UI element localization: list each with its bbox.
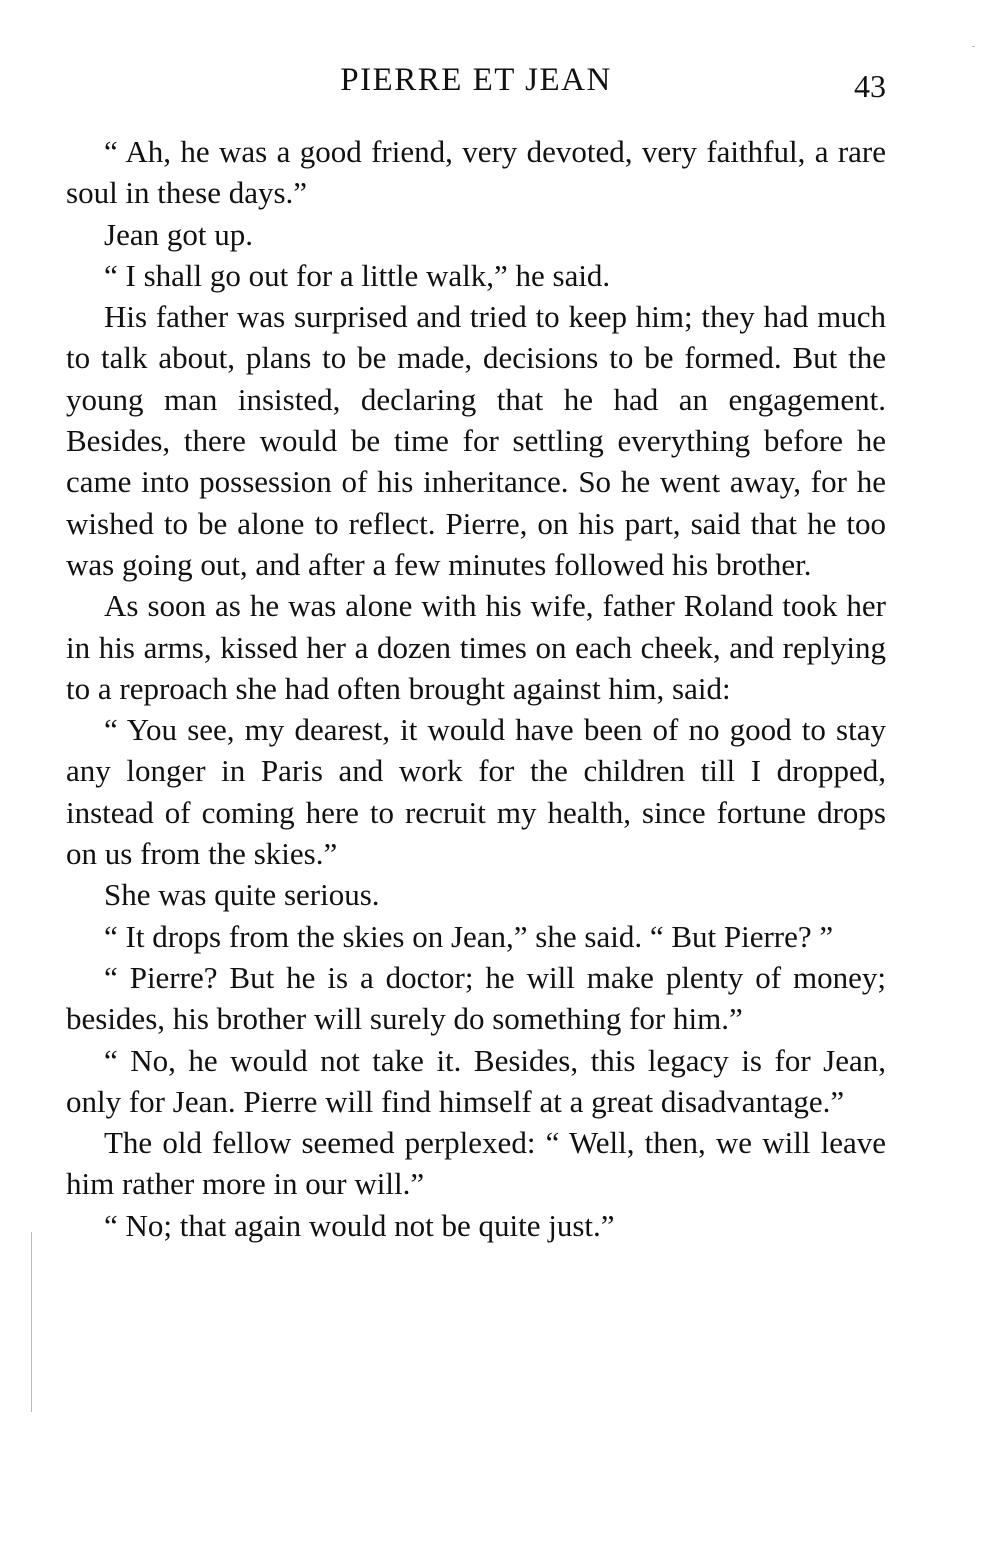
body-text (66, 131, 886, 1246)
paragraph: “ No, he would not take it. Besides, this legacy is for Jean, only for Jean. Pierre will find himself at a great disadvantage.” (66, 1042, 886, 1119)
page-number: 43 (854, 68, 886, 104)
paragraph: “ Pierre? But he is a doctor; he will make plenty of money; besides, his brother will surely do something for him.” (66, 959, 886, 1037)
paragraph: She was quite serious. (104, 877, 380, 913)
paragraph: “ I shall go out for a little walk,” he said. (104, 257, 611, 293)
paragraph: “ You see, my dearest, it would have been of no good to stay any longer in Paris and work for the children till I dropped, instead of coming here to recruit my health, since fortune drops on us from the skies.” (66, 712, 886, 872)
paragraph: “ No; that again would not be quite just.” (104, 1207, 615, 1243)
paragraph: “ It drops from the skies on Jean,” she said. “ But Pierre? ” (104, 918, 834, 954)
scan-edge-mark (31, 1232, 32, 1412)
paragraph: “ Ah, he was a good friend, very devoted, very faithful, a rare soul in these days.” (66, 134, 886, 211)
paragraph: The old fellow seemed perplexed: “ Well, then, we will leave him rather more in our will.” (66, 1125, 886, 1202)
scan-speck (972, 46, 975, 47)
running-head (66, 58, 886, 102)
paragraph: His father was surprised and tried to keep him; they had much to talk about, plans to be made, decisions to be formed. But the young man insisted, declaring that he had an engagement. Besides, there would be time for settling everything before he came into possession of his inheritance. So he went away, for he wished to be alone to reflect. Pierre, on his part, said that he too was going out, and after a few minutes followed his brother. (66, 299, 886, 582)
paragraph: As soon as he was alone with his wife, father Roland took her in his arms, kissed her a dozen times on each cheek, and replying to a reproach she had often brought against him, said: (66, 588, 886, 706)
running-title: PIERRE ET JEAN (340, 62, 612, 98)
paragraph: Jean got up. (104, 216, 253, 252)
